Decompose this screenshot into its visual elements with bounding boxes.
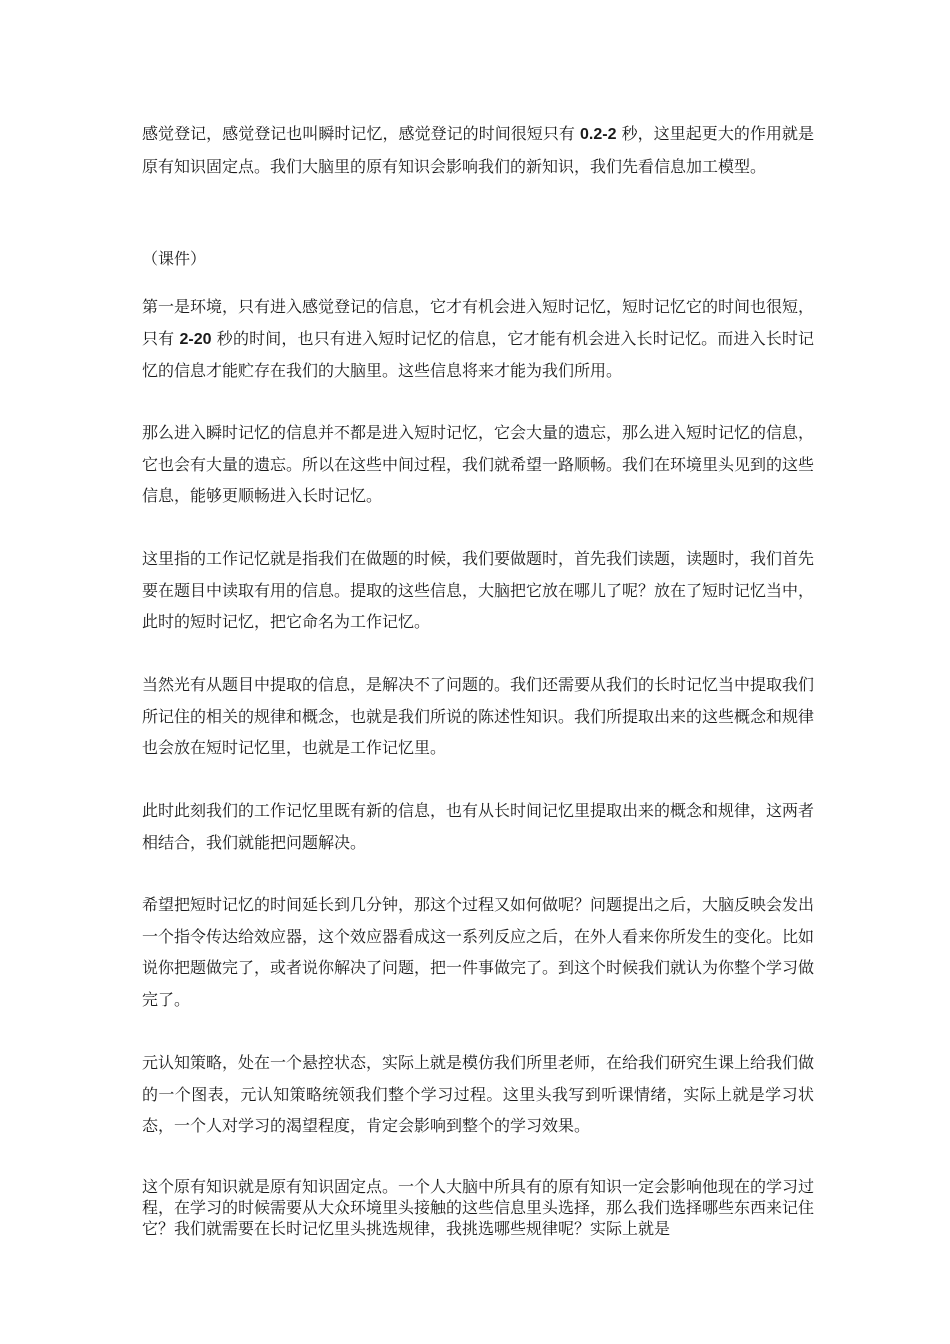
paragraph-text: 感觉登记，感觉登记也叫瞬时记忆，感觉登记的时间很短只有 xyxy=(142,124,581,143)
paragraph-sensory-register xyxy=(142,118,814,182)
paragraph-metacognition: 元认知策略，处在一个悬控状态，实际上就是模仿我们所里老师，在给我们研究生课上给我们做的一个图表，元认知策略统领我们整个学习过程。这里头我写到听课情绪，实际上就是学习状态，一个人对学习的渴望程度，肯定会影响到整个的学习效果。 xyxy=(142,1053,815,1135)
paragraph-forgetting: 那么进入瞬时记忆的信息并不都是进入短时记忆，它会大量的遗忘，那么进入短时记忆的信息，它也会有大量的遗忘。所以在这些中间过程，我们就希望一路顺畅。我们在环境里头见到的这些信息，能够更顺畅进入长时记忆。 xyxy=(142,423,815,505)
duration-value: 0.2-2 xyxy=(580,126,617,143)
paragraph-text: 秒，这里起更大的作用就是原有知识固定点。我们大脑里的原有知识会影响我们的新知识，我们先看信息加工模型。 xyxy=(142,124,814,176)
paragraph-prior-knowledge: 这个原有知识就是原有知识固定点。一个人大脑中所具有的原有知识一定会影响他现在的学习过程，在学习的时候需要从大众环境里头接触的这些信息里头选择，那么我们选择哪些东西来记住它？我们就需要在长时记忆里头挑选规律，我挑选哪些规律呢？实际上就是 xyxy=(142,1177,815,1238)
paragraph-environment xyxy=(142,291,814,387)
paragraph-declarative-knowledge: 当然光有从题目中提取的信息，是解决不了问题的。我们还需要从我们的长时记忆当中提取我们所记住的相关的规律和概念，也就是我们所说的陈述性知识。我们所提取出来的这些概念和规律也会放在短时记忆里，也就是工作记忆里。 xyxy=(142,675,815,757)
paragraph-effector: 希望把短时记忆的时间延长到几分钟，那这个过程又如何做呢？问题提出之后，大脑反映会发出一个指令传达给效应器，这个效应器看成这一系列反应之后，在外人看来你所发生的变化。比如说你把题做完了，或者说你解决了问题，把一件事做完了。到这个时候我们就认为你整个学习做完了。 xyxy=(142,895,815,1009)
paragraph-text: 秒的时间，也只有进入短时记忆的信息，它才能有机会进入长时记忆。而进入长时记忆的信息才能贮存在我们的大脑里。这些信息将来才能为我们所用。 xyxy=(142,328,814,380)
paragraph-problem-solving: 此时此刻我们的工作记忆里既有新的信息，也有从长时间记忆里提取出来的概念和规律，这两者相结合，我们就能把问题解决。 xyxy=(142,801,815,852)
paragraph-working-memory: 这里指的工作记忆就是指我们在做题的时候，我们要做题时，首先我们读题，读题时，我们首先要在题目中读取有用的信息。提取的这些信息，大脑把它放在哪儿了呢？放在了短时记忆当中，此时的短时记忆，把它命名为工作记忆。 xyxy=(142,549,815,631)
paragraph-courseware-note: （课件） xyxy=(142,249,207,268)
duration-value: 2-20 xyxy=(179,330,212,348)
paragraph-text: 第一是环境，只有进入感觉登记的信息，它才有机会进入短时记忆，短时记忆它的时间也很短，只有 xyxy=(142,297,815,348)
